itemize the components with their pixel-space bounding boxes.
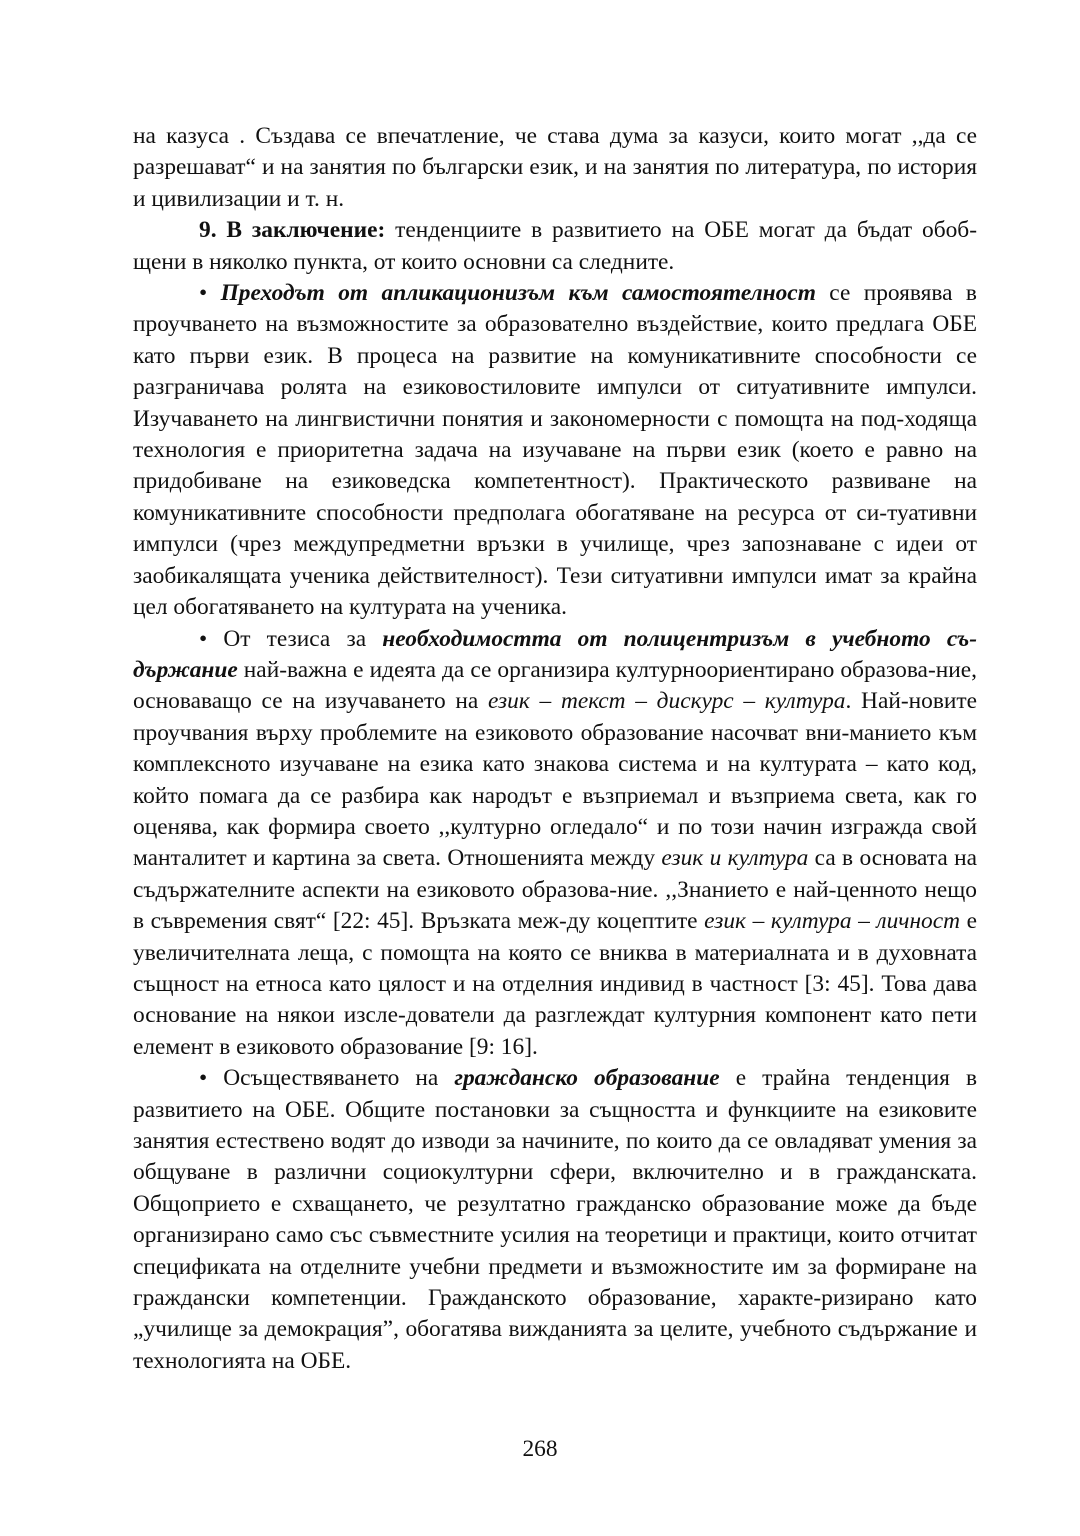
bullet-2-italic-c: език – култура – личност [704, 908, 961, 935]
page-number: 268 [522, 1436, 558, 1462]
paragraph-intro [133, 121, 977, 215]
bullet-2-text-a: най-важна е идеята да се организира културноориентирано образова-ние, основаващо се на изучаването на [133, 656, 977, 715]
bullet-1-emphasis: Преходът от апликационизъм към самостоятелност [220, 280, 816, 307]
paragraph-bullet-2 [133, 624, 977, 1064]
document-body [133, 121, 977, 1377]
bullet-3-text: е трайна тенденция в развитието на ОБЕ. Общите постановки за същността и функциите на езиковите занятия естествено водят до изводи за начините, по които да се овладяват умения за общуване в различни социокултурни сфери, включително и в гражданската. Общоприето е схващането, че резултатно гражданско образование може да бъде организирано само със съвместните усилия на теоретици и практици, които отчитат спецификата на отделните учебни предмети и възможностите им за формиране на граждански компетенции. Гражданското образование, характе-ризирано като „училище за демокрация”, обогатява вижданията за целите, учебното съдържание и технологията на ОБЕ. [133, 1065, 977, 1374]
paragraph-bullet-1 [133, 278, 977, 623]
bullet-3-emphasis: гражданско образование [454, 1065, 720, 1092]
conclusion-heading: 9. В заключение: [199, 217, 386, 244]
bullet-2-text-d: е увеличителната леща, с помощта на която се вниква в материалната и в духовната същност на етноса като цялост и на отделния индивид в частност [3: 45]. Това дава основание на някои изсле-дователи да разглеждат културния компонент като пети елемент в езиковото образование [9: 16]. [133, 908, 977, 1060]
bullet-2-emphasis: необходимостта от полицентризъм в учебното съ-държание [133, 625, 978, 683]
bullet-2-italic-a: език – текст – дискурс – култура [487, 688, 846, 715]
paragraph-conclusion [133, 215, 977, 278]
bullet-2-italic-b: език и култура [661, 845, 809, 872]
bullet-3-lead: • Осъществяването на [199, 1065, 455, 1092]
paragraph-intro-text: на казуса . Създава се впечатление, че става дума за казуси, които могат ,,да се разрешават“ и на занятия по български език, и на занятия по литература, по история и цивилизации и т. н. [133, 123, 977, 212]
bullet-2-lead: • От тезиса за [199, 625, 383, 652]
paragraph-bullet-3 [133, 1063, 977, 1377]
bullet-2-text-c: са в основата на съдържателните аспекти на езиковото образова-ние. ,,Знанието е най-ценното нещо в съвремения свят“ [22: 45]. Връзката меж-ду коцептите [133, 845, 977, 935]
bullet-1-text: се проявява в проучването на възможностите за образователно въздействие, които предлага ОБЕ като първи език. В процеса на развитие на комуникативните способности се разграничава ролята на езиковостиловите импулси от ситуативните импулси. Изучаването на лингвистични понятия и закономерности с помощта на под-ходяща технология е приоритетна задача на изучаване на първи език (което е равно на придобиване на езиковедска компетентност). Практическото развиване на комуникативните способности предполага обогатяване на ресурса от си-туативни импулси (чрез междупредметни връзки в училище, чрез запознаване с идеи от заобикалящата ученика действителност). Тези ситуативни импулси имат за крайна цел обогатяването на културата на ученика. [133, 280, 977, 621]
conclusion-text: тенденциите в развитието на ОБЕ могат да бъдат обоб-щени в няколко пункта, от които основни са следните. [133, 217, 977, 275]
bullet-1-marker: • [199, 280, 221, 307]
bullet-2-text-b: . Най-новите проучвания върху проблемите на езиковото образование насочват вни-манието към комплексното изучаване на езика като знакова система и на културата – като код, който помага да се разбира как народът е възприемал и възприема света, как го оценява, как формира своето ,,културно огледало“ и по този начин изгражда свой манталитет и картина за света. Отношенията между [133, 688, 978, 872]
